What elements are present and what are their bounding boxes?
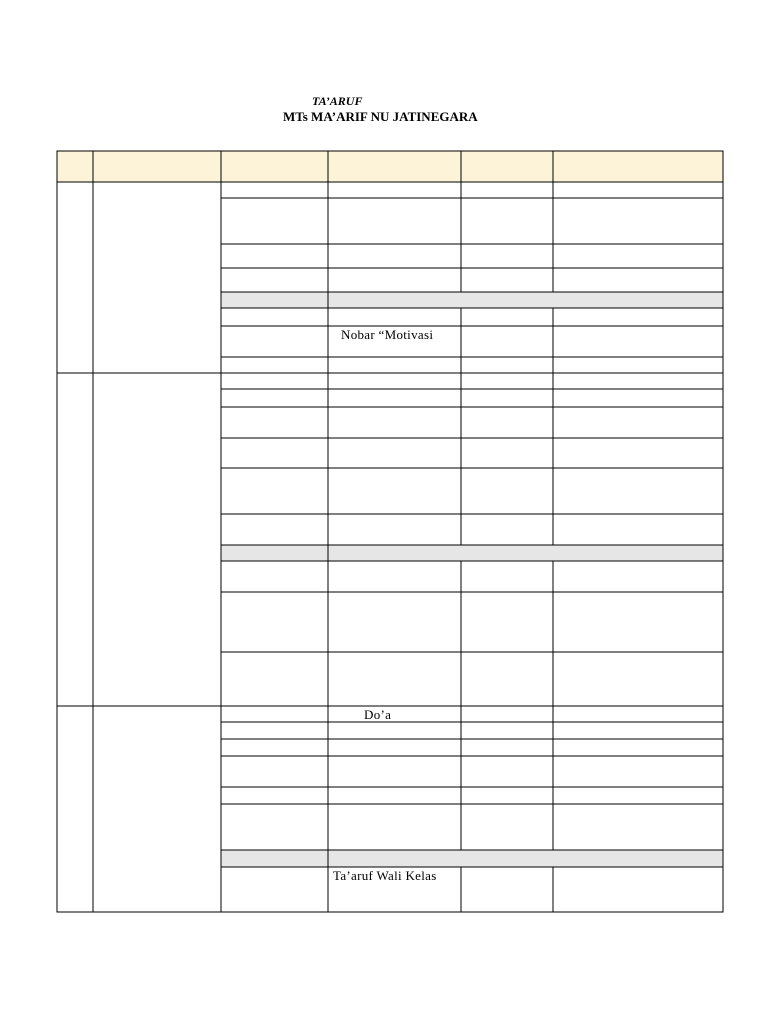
document-subtitle: MTs MA’ARIF NU JATINEGARA [283, 109, 478, 124]
shaded-row-1 [221, 292, 723, 308]
shaded-row-2 [221, 545, 723, 561]
table-border [57, 151, 723, 912]
shaded-row-3 [221, 850, 723, 867]
cell-taaruf-wali-kelas: Ta’aruf Wali Kelas [333, 868, 437, 883]
document-title: TA’ARUF [312, 94, 363, 108]
cell-doa: Do’a [364, 707, 392, 722]
table-header-row [57, 151, 723, 182]
cell-motivasi: Nobar “Motivasi [341, 327, 434, 342]
